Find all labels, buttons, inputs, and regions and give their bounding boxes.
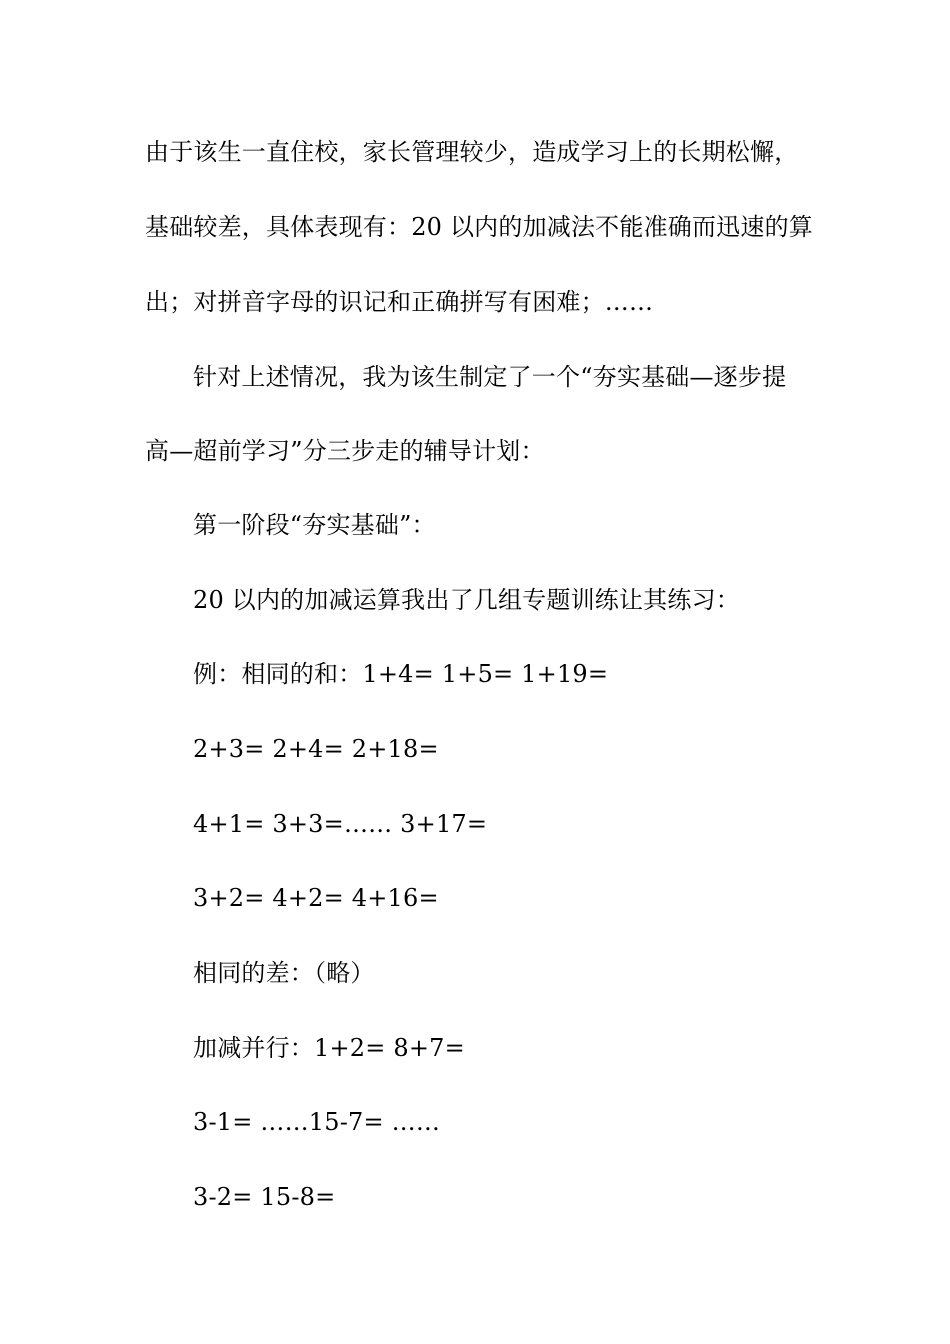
paragraph-line-5: 高—超前学习”分三步走的辅导计划： (145, 437, 545, 465)
example-mixed-row-3: 3-2= 15-8= (193, 1183, 336, 1211)
exercise-intro: 20 以内的加减运算我出了几组专题训练让其练习： (193, 586, 740, 614)
example-same-sum-row-3: 4+1= 3+3=…… 3+17= (193, 810, 488, 838)
example-same-sum-row-2: 2+3= 2+4= 2+18= (193, 735, 439, 763)
example-same-difference: 相同的差：（略） (193, 959, 375, 987)
example-same-sum-row-1: 例：相同的和：1+4= 1+5= 1+19= (193, 660, 609, 688)
paragraph-line-2: 基础较差，具体表现有：20 以内的加减法不能准确而迅速的算 (145, 213, 813, 241)
paragraph-line-1: 由于该生一直住校，家长管理较少，造成学习上的长期松懈， (145, 138, 799, 166)
section-heading-stage-one: 第一阶段“夯实基础”： (193, 511, 436, 539)
paragraph-line-3: 出；对拼音字母的识记和正确拼写有困难；…… (145, 288, 654, 316)
paragraph-line-4: 针对上述情况，我为该生制定了一个“夯实基础—逐步提 (193, 363, 787, 391)
example-mixed-row-1: 加减并行：1+2= 8+7= (193, 1034, 465, 1062)
example-mixed-row-2: 3-1= ……15-7= …… (193, 1108, 441, 1136)
example-same-sum-row-4: 3+2= 4+2= 4+16= (193, 884, 439, 912)
